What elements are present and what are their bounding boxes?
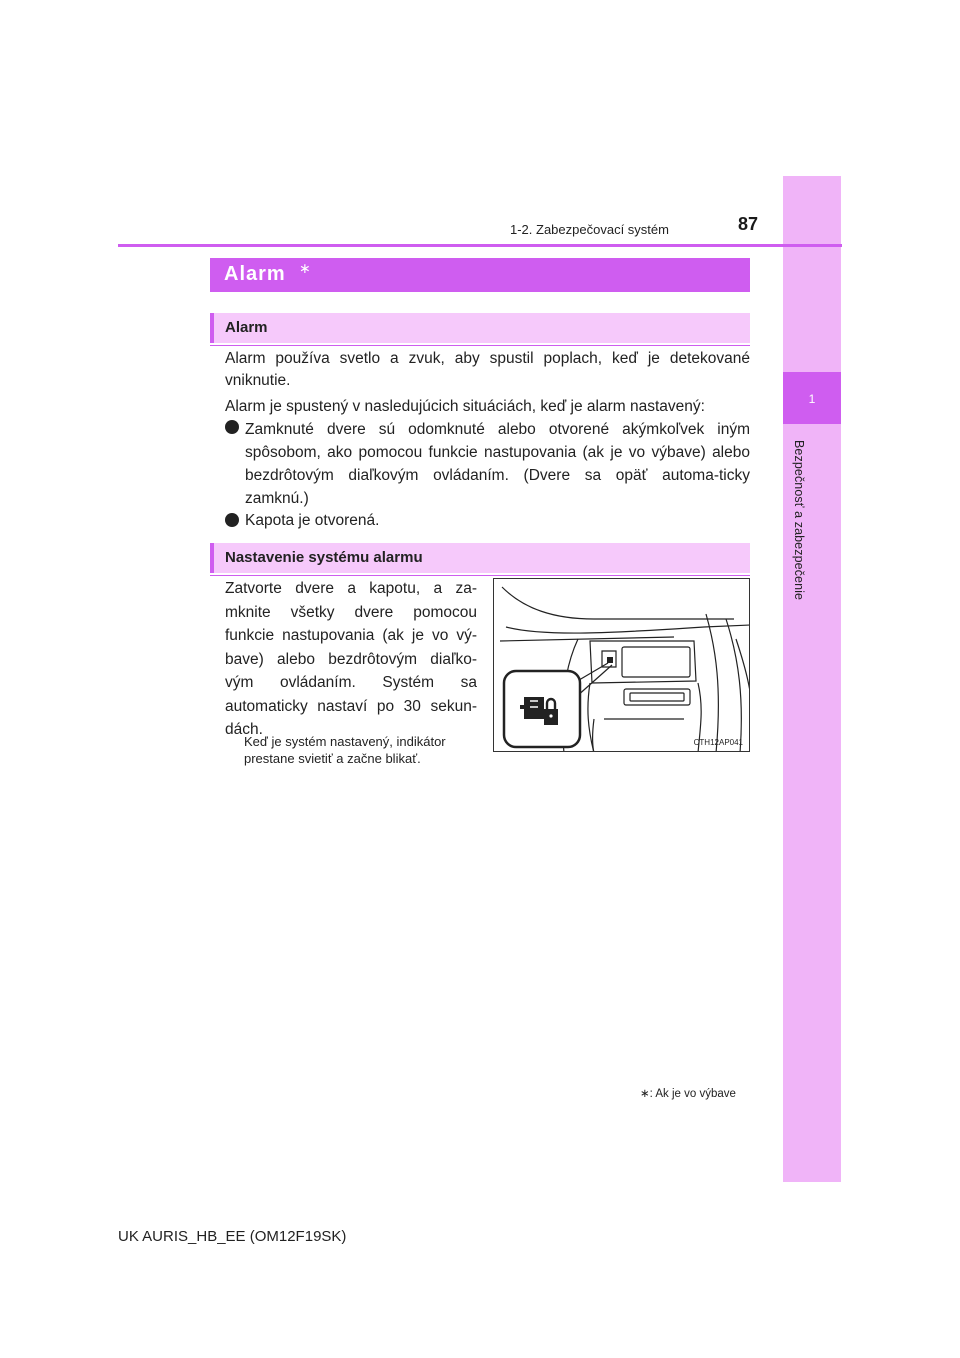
dashboard-illustration <box>493 578 750 752</box>
chapter-side-tab <box>783 176 841 1182</box>
alarm-intro-paragraph: Alarm používa svetlo a zvuk, aby spustil poplach, keď je detekované vniknutie. <box>225 350 750 389</box>
section-title: 1-2. Zabezpečovací systém <box>510 222 669 237</box>
illustration-code: CTH12AP041 <box>693 738 743 747</box>
alarm-trigger-paragraph: Alarm je spustený v nasledujúcich situáciách, keď je alarm nastavený: <box>225 398 705 415</box>
chapter-number: 1 <box>808 392 816 406</box>
alarm-setting-note: Keď je systém nastavený, indikátor prestane svietiť a začne blikať. <box>244 734 446 766</box>
footnote-optional-equipment: ∗: Ak je vo výbave <box>640 1088 736 1100</box>
subheading-alarm-setting-label: Nastavenie systému alarmu <box>225 549 423 566</box>
dashboard-drawing <box>494 579 750 752</box>
subheading-alarm-setting <box>210 543 750 573</box>
main-heading-title: Alarm <box>224 263 286 285</box>
chapter-title-vertical <box>790 440 806 640</box>
bullet-dot <box>225 420 239 434</box>
optional-equipment-asterisk: ∗ <box>299 260 311 276</box>
bullet-item: Kapota je otvorená. <box>245 512 380 529</box>
subheading-alarm <box>210 313 750 343</box>
bullet-item: Zamknuté dvere sú odomknuté alebo otvorené akýmkoľvek iným spôsobom, ako pomocou funkcie nastupovania (ak je vo výbave) alebo bezdrôtovým diaľkovým ovládaním. (Dvere sa opäť automa-ticky zamknú.) <box>245 421 750 507</box>
chapter-title: Bezpečnosť a zabezpečenie <box>792 440 806 601</box>
footer-model-code: UK AURIS_HB_EE (OM12F19SK) <box>118 1228 347 1245</box>
chapter-number-tab <box>783 372 841 424</box>
page-number: 87 <box>738 214 759 234</box>
alarm-setting-paragraph: Zatvorte dvere a kapotu, a za-mknite všetky dvere pomocou funkcie nastupovania (ak je vo vý-bave) alebo bezdrôtovým diaľko-vým ovládaním. Systém sa automaticky nastaví po 30 sekun-dách. <box>225 580 477 738</box>
main-heading-bar <box>210 258 750 292</box>
subheading-alarm-label: Alarm <box>225 319 268 336</box>
header-rule <box>118 244 842 247</box>
bullet-dot <box>225 513 239 527</box>
